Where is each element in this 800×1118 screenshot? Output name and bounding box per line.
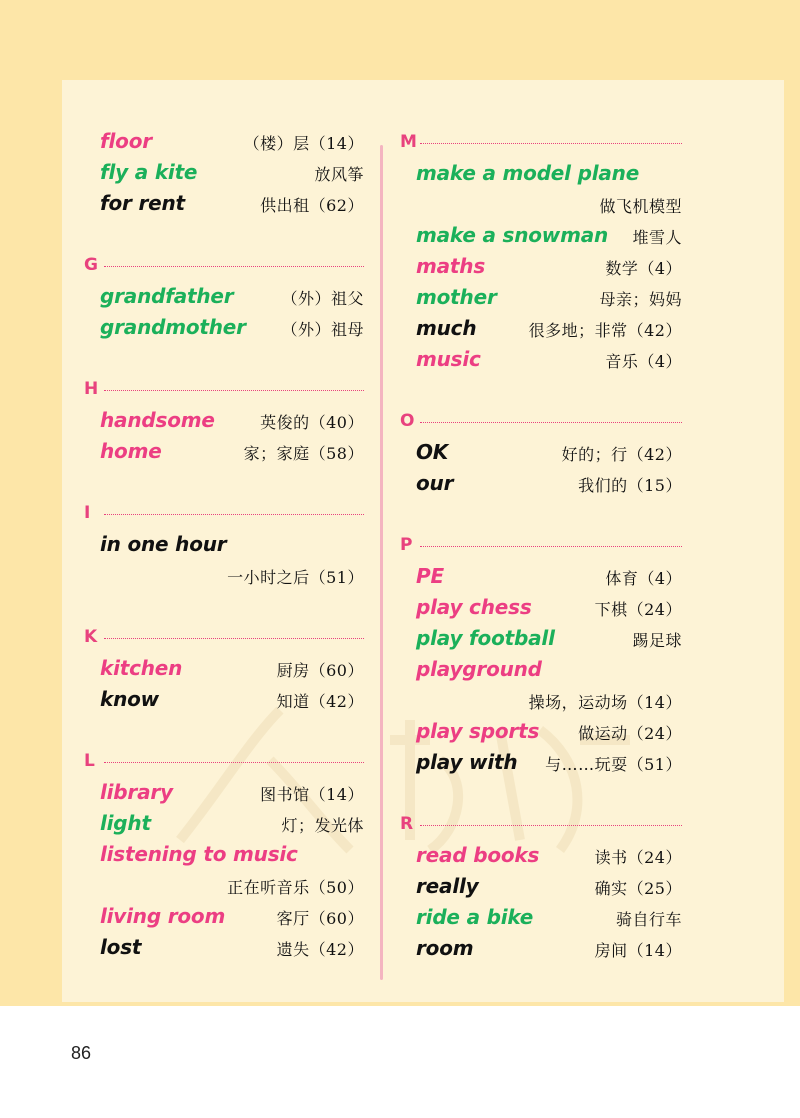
section-header [84, 373, 364, 405]
glossary-entry [84, 653, 364, 684]
entry-word: ride a bike [416, 905, 534, 929]
entry-word: grandfather [100, 284, 234, 308]
glossary-section [84, 497, 364, 591]
glossary-section [400, 126, 682, 375]
entry-word: make a model plane [416, 161, 640, 185]
entry-word: our [416, 471, 454, 495]
glossary-entry [84, 808, 364, 839]
entry-meaning: 图书馆（14） [260, 785, 364, 804]
dotted-rule [104, 762, 364, 763]
glossary-entry [84, 932, 364, 963]
section-letter: O [400, 411, 415, 431]
entry-meaning: 放风筝 [314, 165, 364, 184]
entry-word: OK [416, 440, 449, 464]
entry-word: PE [416, 564, 444, 588]
entry-word: in one hour [100, 532, 227, 556]
entry-word: mother [416, 285, 497, 309]
glossary-entry [400, 344, 682, 375]
entry-meaning: 我们的（15） [578, 476, 682, 495]
entry-meaning: 操场，运动场（14） [528, 693, 682, 712]
entry-meaning: （外）祖母 [281, 320, 364, 339]
dotted-rule [104, 638, 364, 639]
glossary-entry [400, 313, 682, 344]
glossary-entry [400, 747, 682, 778]
glossary-entry [400, 902, 682, 933]
entry-word: living room [100, 904, 226, 928]
glossary-entry [84, 312, 364, 343]
entry-meaning: 骑自行车 [615, 910, 682, 929]
dotted-rule [104, 266, 364, 267]
glossary-entry [84, 126, 364, 157]
glossary-section [84, 249, 364, 343]
dotted-rule [104, 390, 364, 391]
section-header [84, 621, 364, 653]
entry-meaning: 读书（24） [594, 848, 682, 867]
section-letter: L [84, 751, 95, 771]
entry-meaning: 好的；行（42） [561, 445, 682, 464]
entry-meaning: （楼）层（14） [243, 134, 364, 153]
glossary-entry [84, 901, 364, 932]
section-letter: G [84, 255, 98, 275]
top-border [0, 0, 800, 80]
entry-word: play chess [416, 595, 532, 619]
glossary-entry [84, 529, 364, 591]
entry-word: music [416, 347, 481, 371]
entry-meaning: 踢足球 [632, 631, 682, 650]
glossary-entry [84, 436, 364, 467]
dotted-rule [420, 546, 682, 547]
section-header [84, 249, 364, 281]
entry-word: lost [100, 935, 142, 959]
glossary-entry [400, 158, 682, 220]
glossary-entry [400, 220, 682, 251]
section-letter: M [400, 132, 417, 152]
entry-meaning: 做飞机模型 [599, 197, 682, 216]
entry-meaning: 供出租（62） [260, 196, 364, 215]
dotted-rule [420, 422, 682, 423]
entry-meaning: 数学（4） [605, 259, 682, 278]
glossary-entry [400, 468, 682, 499]
section-header [400, 126, 682, 158]
glossary-entry [400, 933, 682, 964]
entry-meaning: 遗失（42） [276, 940, 364, 959]
page-number: 86 [71, 1043, 92, 1063]
section-letter: I [84, 503, 91, 523]
glossary-entry [400, 623, 682, 654]
entry-word: play sports [416, 719, 540, 743]
entry-word: really [416, 874, 479, 898]
entry-meaning: 厨房（60） [276, 661, 364, 680]
entry-meaning: 房间（14） [594, 941, 682, 960]
entry-word: play with [416, 750, 518, 774]
entry-meaning: （外）祖父 [281, 289, 364, 308]
column-divider [380, 145, 383, 980]
entry-word: read books [416, 843, 540, 867]
entry-word: fly a kite [100, 160, 198, 184]
entry-word: grandmother [100, 315, 246, 339]
glossary-entry [84, 157, 364, 188]
entry-meaning: 家；家庭（58） [243, 444, 364, 463]
glossary-section [84, 621, 364, 715]
entry-meaning: 做运动（24） [578, 724, 682, 743]
entry-meaning: 音乐（4） [605, 352, 682, 371]
entry-word: know [100, 687, 159, 711]
entry-meaning: 下棋（24） [594, 600, 682, 619]
entry-word: play football [416, 626, 555, 650]
section-letter: H [84, 379, 99, 399]
section-letter: R [400, 814, 414, 834]
glossary-entry [84, 188, 364, 219]
glossary-section [400, 529, 682, 778]
entry-word: room [416, 936, 474, 960]
glossary-entry [84, 839, 364, 901]
entry-word: floor [100, 129, 152, 153]
glossary-section [400, 808, 682, 964]
entry-meaning: 母亲；妈妈 [599, 290, 682, 309]
entry-meaning: 很多地；非常（42） [528, 321, 682, 340]
entry-meaning: 与……玩耍（51） [545, 755, 682, 774]
entry-meaning: 堆雪人 [632, 228, 682, 247]
glossary-entry [400, 561, 682, 592]
section-header [400, 808, 682, 840]
entry-word: handsome [100, 408, 215, 432]
entry-word: library [100, 780, 173, 804]
glossary-section [84, 745, 364, 963]
entry-word: playground [416, 657, 542, 681]
glossary-section [84, 126, 364, 219]
entry-word: listening to music [100, 842, 298, 866]
glossary-entry [400, 840, 682, 871]
entry-word: kitchen [100, 656, 183, 680]
entry-word: much [416, 316, 477, 340]
entry-meaning: 知道（42） [276, 692, 364, 711]
glossary-entry [400, 282, 682, 313]
glossary-entry [84, 684, 364, 715]
entry-word: for rent [100, 191, 185, 215]
dotted-rule [420, 143, 682, 144]
right-border [784, 80, 800, 1002]
glossary-entry [400, 716, 682, 747]
section-header [84, 497, 364, 529]
entry-meaning: 灯；发光体 [281, 816, 364, 835]
entry-meaning: 客厅（60） [276, 909, 364, 928]
glossary-section [400, 405, 682, 499]
entry-meaning: 英俊的（40） [260, 413, 364, 432]
section-header [84, 745, 364, 777]
entry-word: home [100, 439, 162, 463]
entry-meaning: 体育（4） [605, 569, 682, 588]
entry-word: maths [416, 254, 486, 278]
glossary-section [84, 373, 364, 467]
entry-word: light [100, 811, 151, 835]
section-letter: K [84, 627, 98, 647]
section-header [400, 405, 682, 437]
entry-meaning: 确实（25） [594, 879, 682, 898]
glossary-entry [84, 405, 364, 436]
glossary-entry [400, 437, 682, 468]
left-column [84, 126, 364, 963]
entry-word: make a snowman [416, 223, 609, 247]
dotted-rule [104, 514, 364, 515]
section-letter: P [400, 535, 413, 555]
glossary-entry [400, 871, 682, 902]
glossary-entry [400, 654, 682, 716]
dotted-rule [420, 825, 682, 826]
entry-meaning: 一小时之后（51） [227, 568, 364, 587]
right-column [400, 126, 682, 964]
glossary-entry [84, 281, 364, 312]
glossary-entry [400, 592, 682, 623]
section-header [400, 529, 682, 561]
left-border [0, 80, 62, 1002]
entry-meaning: 正在听音乐（50） [227, 878, 364, 897]
glossary-entry [84, 777, 364, 808]
glossary-entry [400, 251, 682, 282]
